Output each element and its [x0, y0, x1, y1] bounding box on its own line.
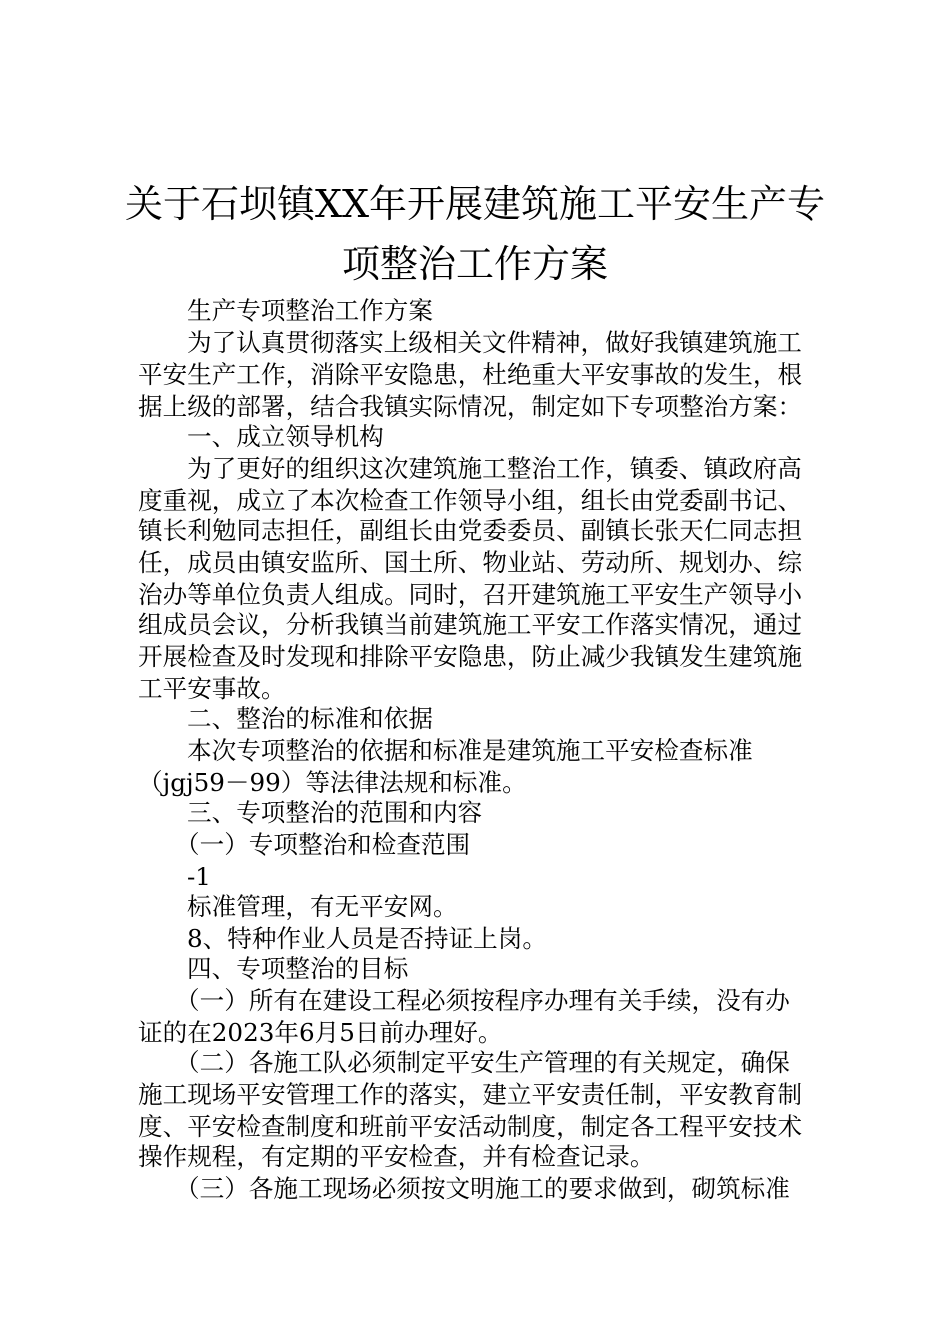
paragraph-line: 组成员会议，分析我镇当前建筑施工平安工作落实情况，通过 — [138, 610, 803, 639]
paragraph-line: （三）各施工现场必须按文明施工的要求做到，砌筑标准 — [175, 1174, 790, 1203]
paragraph-line: 施工现场平安管理工作的落实，建立平安责任制，平安教育制 — [138, 1080, 803, 1109]
paragraph-line: （二）各施工队必须制定平安生产管理的有关规定，确保 — [175, 1048, 790, 1077]
paragraph-line: 标准管理，有无平安网。 — [187, 892, 458, 921]
paragraph-line: 证的在2023年6月5日前办理好。 — [138, 1018, 503, 1047]
paragraph-line: 开展检查及时发现和排除平安隐患，防止减少我镇发生建筑施 — [138, 642, 803, 671]
paragraph-line: 镇长利勉同志担任，副组长由党委委员、副镇长张天仁同志担 — [138, 516, 803, 545]
document-title-line-2: 项整治工作方案 — [341, 242, 608, 286]
paragraph-line: 据上级的部署，结合我镇实际情况，制定如下专项整治方案： — [138, 392, 803, 421]
paragraph-line: 平安生产工作，消除平安隐患，杜绝重大平安事故的发生，根 — [138, 360, 803, 389]
paragraph-line: （jgj59－99）等法律法规和标准。 — [138, 768, 527, 797]
section-heading: 二、整治的标准和依据 — [187, 704, 433, 733]
section-heading: 一、成立领导机构 — [187, 422, 384, 451]
document-title-line-1: 关于石坝镇XX年开展建筑施工平安生产专 — [124, 182, 826, 226]
paragraph-line: 操作规程，有定期的平安检查，并有检查记录。 — [138, 1142, 655, 1171]
paragraph-line: 度、平安检查制度和班前平安活动制度，制定各工程平安技术 — [138, 1112, 803, 1141]
paragraph-line: 为了认真贯彻落实上级相关文件精神，做好我镇建筑施工 — [187, 328, 802, 357]
section-heading: 三、专项整治的范围和内容 — [187, 798, 483, 827]
section-heading: 四、专项整治的目标 — [187, 954, 409, 983]
paragraph-line: 度重视，成立了本次检查工作领导小组，组长由党委副书记、 — [138, 486, 803, 515]
subsection-heading: （一）专项整治和检查范围 — [175, 830, 471, 859]
paragraph-line: 生产专项整治工作方案 — [187, 296, 433, 325]
paragraph-line: （一）所有在建设工程必须按程序办理有关手续，没有办 — [175, 986, 790, 1015]
paragraph-line: -1 — [187, 862, 211, 891]
paragraph-line: 任，成员由镇安监所、国土所、物业站、劳动所、规划办、综 — [138, 548, 803, 577]
paragraph-line: 本次专项整治的依据和标准是建筑施工平安检查标准 — [187, 736, 753, 765]
paragraph-line: 治办等单位负责人组成。同时，召开建筑施工平安生产领导小 — [138, 580, 803, 609]
paragraph-line: 为了更好的组织这次建筑施工整治工作，镇委、镇政府高 — [187, 454, 802, 483]
paragraph-line: 8、特种作业人员是否持证上岗。 — [187, 924, 547, 953]
paragraph-line: 工平安事故。 — [138, 674, 286, 703]
